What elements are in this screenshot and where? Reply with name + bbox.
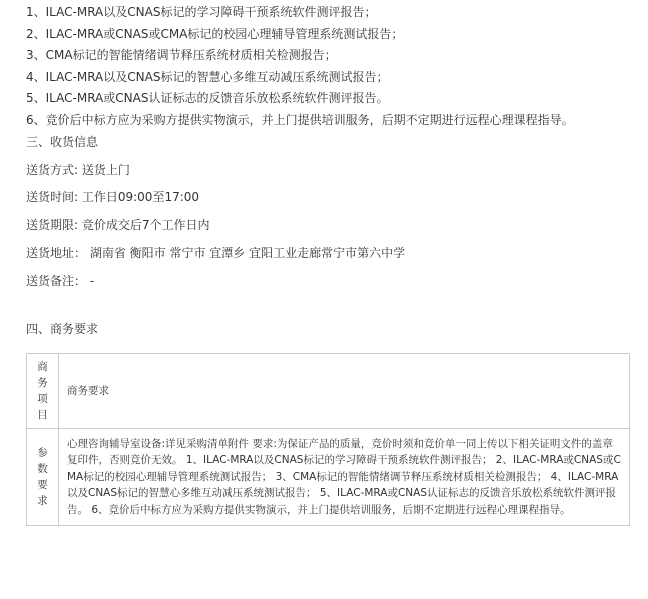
params-label: 参数要求 <box>37 447 48 507</box>
requirement-item: 5、ILAC-MRA或CNAS认证标志的反馈音乐放松系统软件测评报告。 <box>26 91 389 105</box>
delivery-remarks: 送货备注： - <box>26 274 95 288</box>
delivery-deadline: 送货期限: 竞价成交后7个工作日内 <box>26 218 210 232</box>
business-requirements-table <box>26 353 630 526</box>
business-heading: 四、商务要求 <box>26 322 99 336</box>
requirement-item: 4、ILAC-MRA以及CNAS标记的智慧心多维互动减压系统测试报告； <box>26 69 389 84</box>
requirement-item: 6、竞价后中标方应为采购方提供实物演示，并上门提供培训服务，后期不定期进行远程心理课程指导。 <box>26 112 574 127</box>
delivery-heading: 三、收货信息 <box>26 135 99 149</box>
table-label-cell <box>27 429 59 526</box>
delivery-time: 送货时间: 工作日09:00至17:00 <box>26 190 200 204</box>
delivery-address: 送货地址： 湖南省 衡阳市 常宁市 宜潭乡 宜阳工业走廊常宁市第六中学 <box>26 246 406 260</box>
table-row <box>27 354 630 429</box>
requirement-item: 2、ILAC-MRA或CNAS或CMA标记的校园心理辅导管理系统测试报告； <box>26 26 404 41</box>
table-row <box>27 429 630 526</box>
requirement-item: 3、CMA标记的智能情绪调节释压系统材质相关检测报告； <box>26 48 337 62</box>
table-content-cell: 心理咨询辅导室设备:详见采购清单附件 要求:为保证产品的质量，竞价时须和竞价单一同上传以下相关证明文件的盖章复印件，否则竞价无效。 1、ILAC-MRA以及CNAS标记的学习障碍干预系统软件测评报告； 2、ILAC-MRA或CNAS或CMA标记的校园心理辅导管理系统测试报告； 3、CMA标记的智能情绪调节释压系统材质相关检测报告； 4、ILAC-MRA以及CNAS标记的智慧心多维互动减压系统测试报告； 5、ILAC-MRA或CNAS认证标志的反馈音乐放松系统软件测评报告。 6、竞价后中标方应为采购方提供实物演示，并上门提供培训服务，后期不定期进行远程心理课程指导。 <box>59 429 630 526</box>
business-item-label: 商务项目 <box>37 361 48 421</box>
table-content-cell: 商务要求 <box>59 354 630 429</box>
requirement-item: 1、ILAC-MRA以及CNAS标记的学习障碍干预系统软件测评报告； <box>26 5 377 19</box>
table-label-cell <box>27 354 59 429</box>
requirements-list <box>26 2 641 131</box>
delivery-method: 送货方式: 送货上门 <box>26 163 130 177</box>
